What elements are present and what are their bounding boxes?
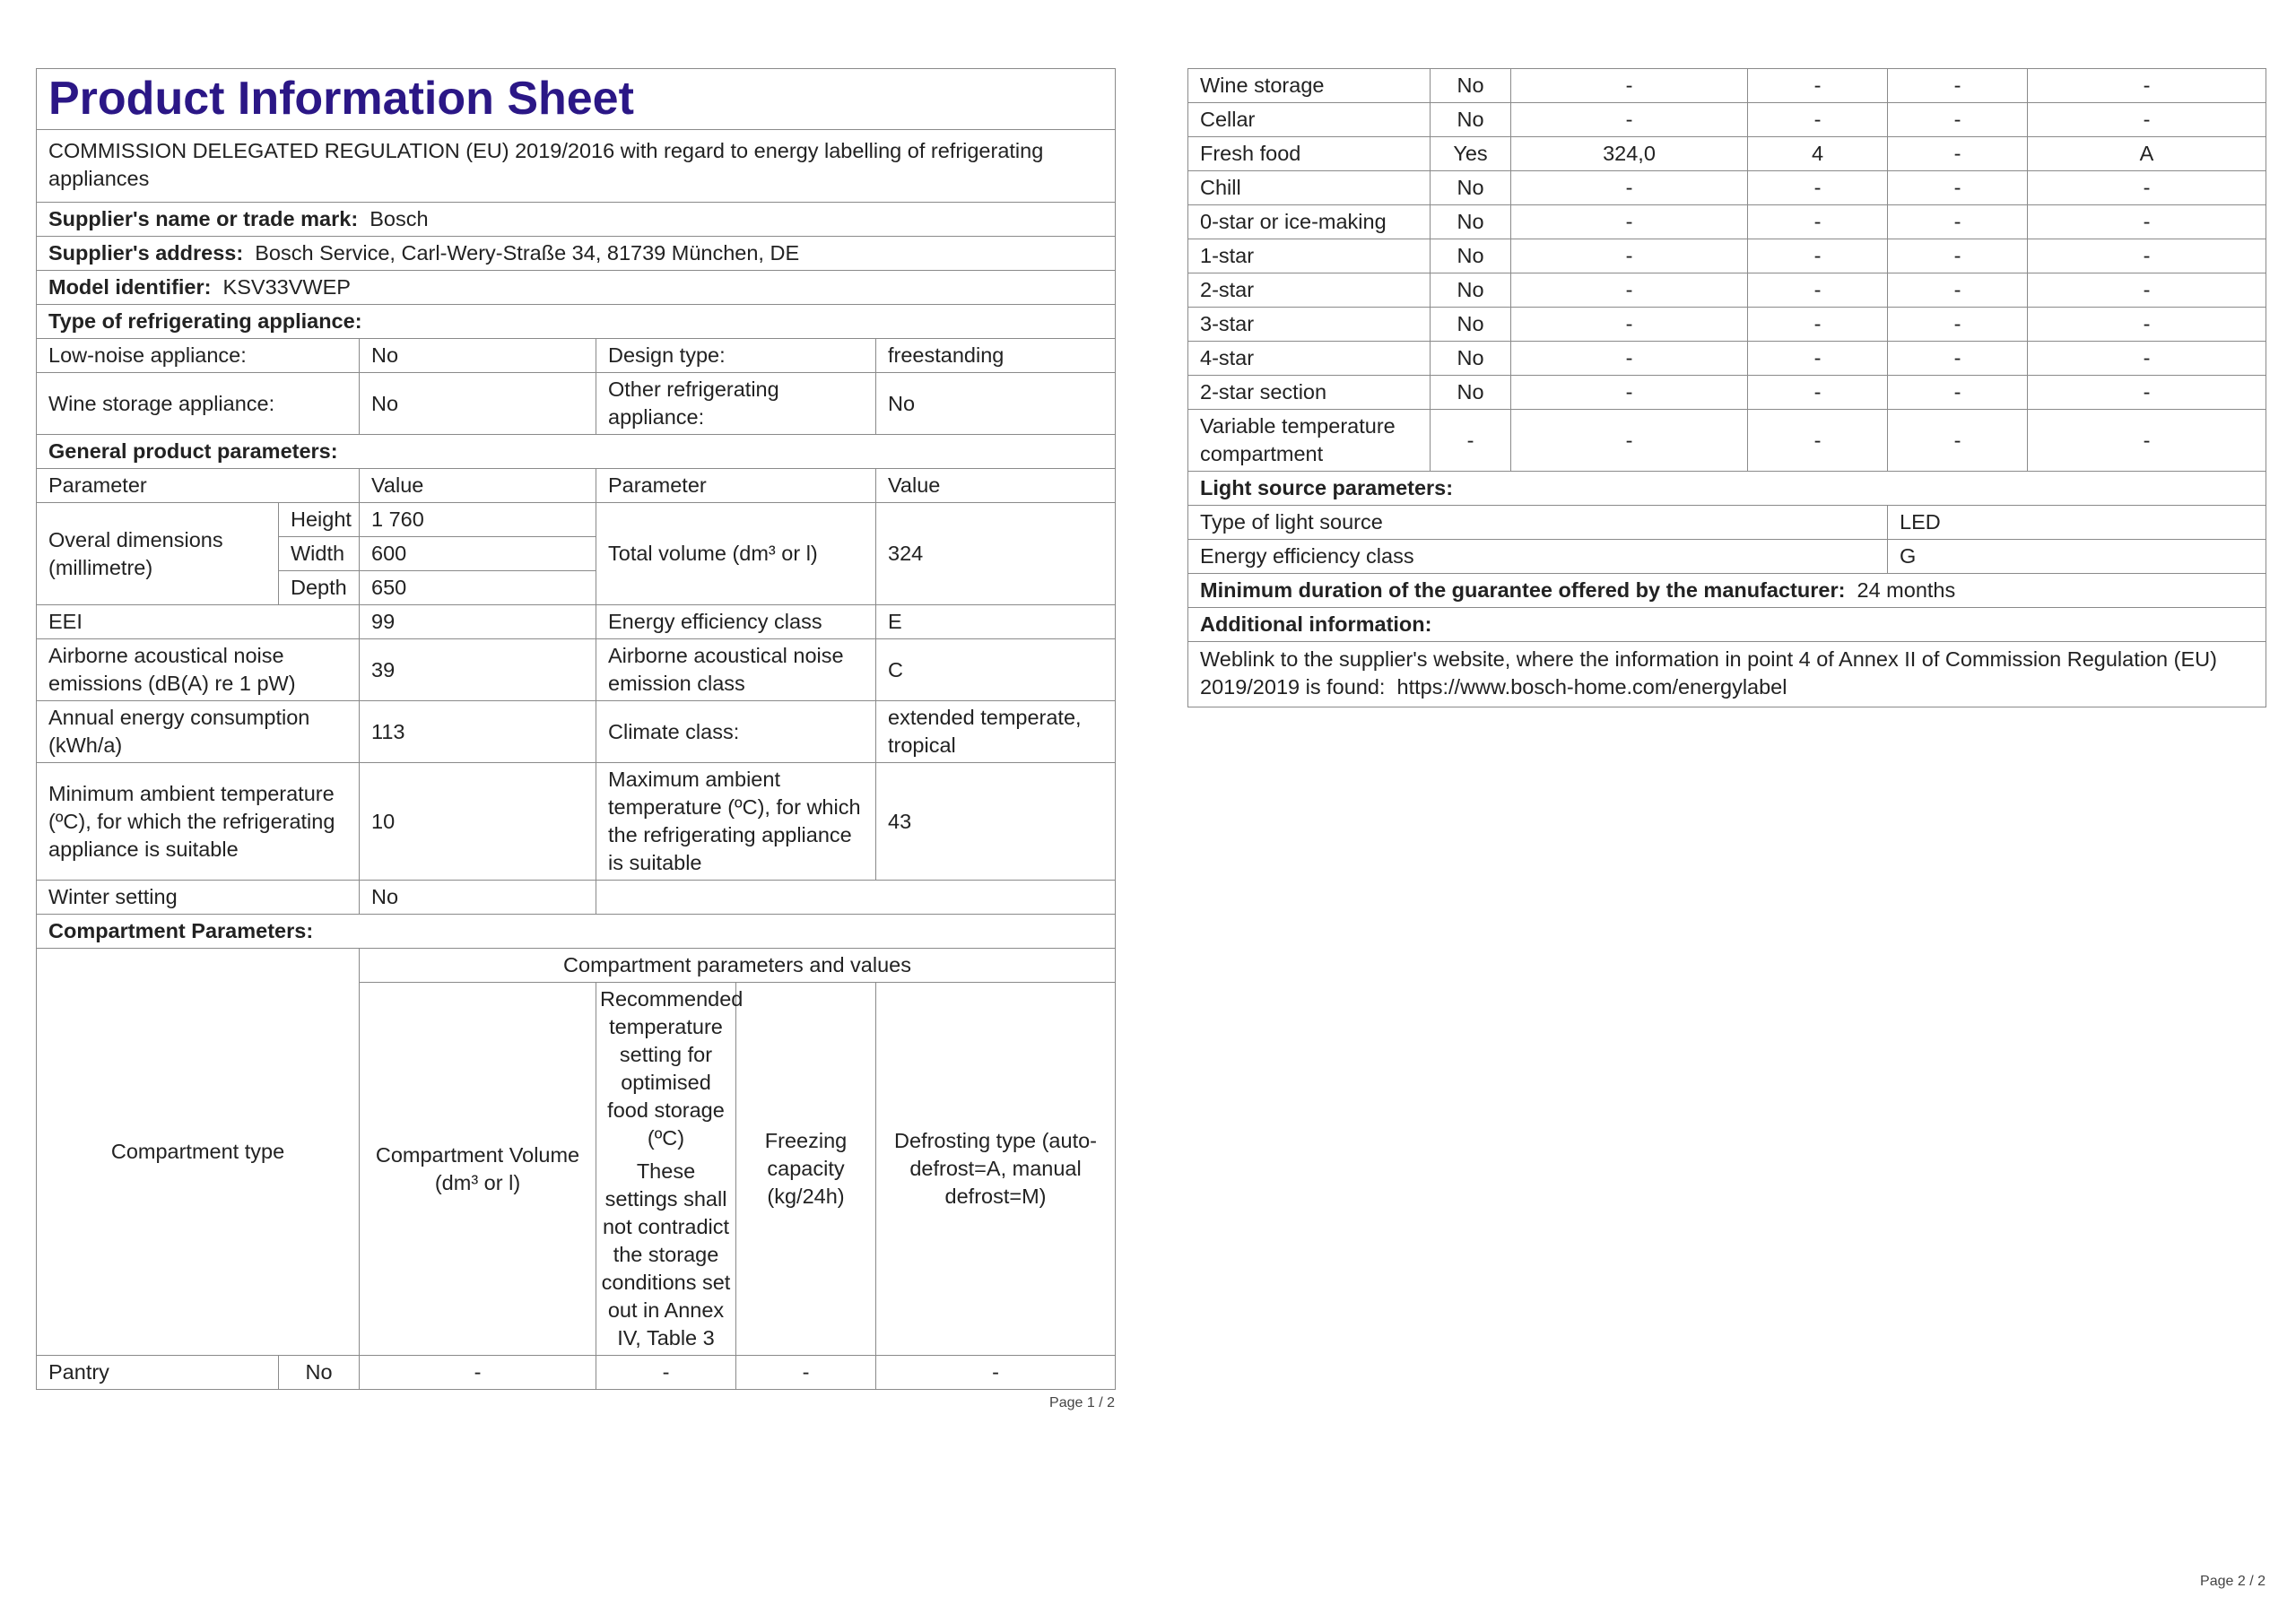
compartment-volume-cell: - — [1511, 103, 1748, 137]
compartment-name-cell: 3-star — [1188, 308, 1431, 342]
page-2 — [1187, 68, 2266, 1590]
product-info-table — [36, 68, 1116, 1390]
compartment-present-cell: No — [1431, 273, 1511, 308]
climate-class-label: Climate class: — [596, 701, 876, 763]
additional-info-heading: Additional information: — [1188, 608, 2266, 642]
compartment-defrost-cell: - — [2028, 342, 2266, 376]
noise-class-label: Airborne acoustical noise emission class — [596, 639, 876, 701]
depth-label: Depth — [279, 571, 360, 605]
compartment-freezing-cell: - — [1888, 239, 2028, 273]
table-row — [1188, 273, 2266, 308]
compartment-freezing-cell: - — [1888, 137, 2028, 171]
noise-emissions-label: Airborne acoustical noise emissions (dB(A) re 1 pW) — [37, 639, 360, 701]
guarantee-value: 24 months — [1857, 578, 1956, 602]
light-class-label: Energy efficiency class — [1188, 540, 1888, 574]
climate-class-value: extended temperate, tropical — [876, 701, 1116, 763]
compartment-freezing-cell: - — [1888, 171, 2028, 205]
compartment-volume-cell: 324,0 — [1511, 137, 1748, 171]
dimensions-label: Overal dimensions (millimetre) — [37, 503, 279, 605]
table-row — [1188, 239, 2266, 273]
noise-class-value: C — [876, 639, 1116, 701]
recommended-temp-note: These settings shall not contradict the storage conditions set out in Annex IV, Table 3 — [601, 1159, 731, 1350]
compartment-freezing-cell: - — [1888, 273, 2028, 308]
pantry-temp: - — [596, 1356, 736, 1390]
compartment-volume-cell: - — [1511, 376, 1748, 410]
recommended-temp-text: Recommended temperature setting for optimised food storage (ºC) — [600, 987, 744, 1150]
min-temp-label: Minimum ambient temperature (ºC), for which the refrigerating appliance is suitable — [37, 763, 360, 881]
appliance-type-heading: Type of refrigerating appliance: — [37, 305, 1116, 339]
energy-class-label: Energy efficiency class — [596, 605, 876, 639]
compartment-name-cell: 4-star — [1188, 342, 1431, 376]
compartment-name-cell: Fresh food — [1188, 137, 1431, 171]
compartment-name-cell: Wine storage — [1188, 69, 1431, 103]
compartment-volume-cell: - — [1511, 273, 1748, 308]
low-noise-label: Low-noise appliance: — [37, 339, 360, 373]
compartment-temp-cell: - — [1748, 376, 1888, 410]
compartment-volume-cell: - — [1511, 205, 1748, 239]
annual-energy-value: 113 — [360, 701, 596, 763]
compartment-present-cell: No — [1431, 376, 1511, 410]
page-title: Product Information Sheet — [37, 69, 1116, 130]
annual-energy-label: Annual energy consumption (kWh/a) — [37, 701, 360, 763]
energy-class-value: E — [876, 605, 1116, 639]
pantry-volume: - — [360, 1356, 596, 1390]
compartment-freezing-cell: - — [1888, 308, 2028, 342]
compartment-freezing-cell: - — [1888, 410, 2028, 472]
compartment-present-cell: No — [1431, 308, 1511, 342]
model-identifier-value: KSV33VWEP — [222, 275, 351, 299]
table-row — [1188, 171, 2266, 205]
compartment-temp-cell: - — [1748, 69, 1888, 103]
compartment-table — [1187, 68, 2266, 707]
col-header-value: Value — [360, 469, 596, 503]
compartment-volume-cell: - — [1511, 69, 1748, 103]
height-label: Height — [279, 503, 360, 537]
compartment-temp-cell: - — [1748, 103, 1888, 137]
eei-value: 99 — [360, 605, 596, 639]
light-type-label: Type of light source — [1188, 506, 1888, 540]
compartment-name-cell: Variable temperature compartment — [1188, 410, 1431, 472]
compartment-name-cell: 2-star — [1188, 273, 1431, 308]
compartment-name-cell: 0-star or ice-making — [1188, 205, 1431, 239]
col-compartment-volume: Compartment Volume (dm³ or l) — [360, 983, 596, 1356]
compartment-defrost-cell: - — [2028, 273, 2266, 308]
table-row — [37, 1356, 1116, 1390]
width-value: 600 — [360, 537, 596, 571]
model-identifier-label: Model identifier: — [48, 275, 212, 299]
col-freezing-capacity: Freezing capacity (kg/24h) — [736, 983, 876, 1356]
compartment-present-cell: No — [1431, 103, 1511, 137]
wine-storage-value: No — [360, 373, 596, 435]
compartment-freezing-cell: - — [1888, 69, 2028, 103]
compartment-present-cell: No — [1431, 205, 1511, 239]
compartment-temp-cell: - — [1748, 171, 1888, 205]
regulation-text: COMMISSION DELEGATED REGULATION (EU) 2019/2016 with regard to energy labelling of refrigerating appliances — [37, 130, 1116, 203]
col-header-value-2: Value — [876, 469, 1116, 503]
table-row — [1188, 137, 2266, 171]
table-row — [1188, 205, 2266, 239]
col-compartment-type: Compartment type — [37, 949, 360, 1356]
pantry-freezing: - — [736, 1356, 876, 1390]
height-value: 1 760 — [360, 503, 596, 537]
compartment-freezing-cell: - — [1888, 103, 2028, 137]
table-row — [1188, 342, 2266, 376]
compartment-volume-cell: - — [1511, 410, 1748, 472]
compartment-volume-cell: - — [1511, 342, 1748, 376]
compartment-defrost-cell: - — [2028, 171, 2266, 205]
col-header-parameter: Parameter — [37, 469, 360, 503]
col-header-parameter-2: Parameter — [596, 469, 876, 503]
compartment-defrost-cell: - — [2028, 410, 2266, 472]
pantry-present: No — [279, 1356, 360, 1390]
compartment-present-cell: No — [1431, 239, 1511, 273]
winter-setting-label: Winter setting — [37, 881, 360, 915]
table-row — [1188, 308, 2266, 342]
width-label: Width — [279, 537, 360, 571]
design-type-value: freestanding — [876, 339, 1116, 373]
compartment-defrost-cell: - — [2028, 308, 2266, 342]
pantry-name: Pantry — [37, 1356, 279, 1390]
compartment-present-cell: No — [1431, 171, 1511, 205]
compartment-temp-cell: - — [1748, 410, 1888, 472]
compartment-freezing-cell: - — [1888, 205, 2028, 239]
empty-cell — [596, 881, 1116, 915]
wine-storage-label: Wine storage appliance: — [37, 373, 360, 435]
compartment-defrost-cell: - — [2028, 239, 2266, 273]
compartment-group-header: Compartment parameters and values — [360, 949, 1116, 983]
min-temp-value: 10 — [360, 763, 596, 881]
supplier-name-label: Supplier's name or trade mark: — [48, 207, 359, 230]
noise-emissions-value: 39 — [360, 639, 596, 701]
compartment-name-cell: Chill — [1188, 171, 1431, 205]
page-number-1: Page 1 / 2 — [1049, 1395, 1115, 1410]
col-recommended-temp — [596, 983, 744, 1356]
compartment-name-cell: 1-star — [1188, 239, 1431, 273]
compartment-temp-cell: - — [1748, 342, 1888, 376]
compartment-volume-cell: - — [1511, 239, 1748, 273]
supplier-name-value: Bosch — [370, 207, 429, 230]
design-type-label: Design type: — [596, 339, 876, 373]
compartment-name-cell: 2-star section — [1188, 376, 1431, 410]
compartment-present-cell: No — [1431, 69, 1511, 103]
compartment-freezing-cell: - — [1888, 342, 2028, 376]
supplier-name-row — [37, 203, 1116, 237]
compartment-freezing-cell: - — [1888, 376, 2028, 410]
compartment-name-cell: Cellar — [1188, 103, 1431, 137]
compartment-temp-cell: - — [1748, 273, 1888, 308]
page-number-2: Page 2 / 2 — [2200, 1574, 2266, 1589]
compartment-defrost-cell: A — [2028, 137, 2266, 171]
col-defrosting-type: Defrosting type (auto-defrost=A, manual defrost=M) — [876, 983, 1116, 1356]
compartment-volume-cell: - — [1511, 308, 1748, 342]
general-params-heading: General product parameters: — [37, 435, 1116, 469]
other-appliance-label: Other refrigerating appliance: — [596, 373, 876, 435]
compartment-present-cell: - — [1431, 410, 1511, 472]
compartment-volume-cell: - — [1511, 171, 1748, 205]
supplier-address-value: Bosch Service, Carl-Wery-Straße 34, 81739 München, DE — [255, 241, 800, 265]
compartment-present-cell: Yes — [1431, 137, 1511, 171]
table-row — [1188, 69, 2266, 103]
depth-value: 650 — [360, 571, 596, 605]
energy-label-link[interactable]: https://www.bosch-home.com/energylabel — [1396, 675, 1787, 699]
guarantee-label: Minimum duration of the guarantee offered by the manufacturer: — [1200, 578, 1846, 602]
max-temp-value: 43 — [876, 763, 1116, 881]
light-class-value: G — [1888, 540, 2266, 574]
table-row — [1188, 410, 2266, 472]
compartment-defrost-cell: - — [2028, 376, 2266, 410]
compartment-defrost-cell: - — [2028, 103, 2266, 137]
weblink-text: Weblink to the supplier's website, where the information in point 4 of Annex II of Commission Regulation (EU) 2019/2019 is found: — [1200, 647, 2217, 699]
total-volume-value: 324 — [876, 503, 1116, 605]
table-row — [1188, 103, 2266, 137]
total-volume-label: Total volume (dm³ or l) — [596, 503, 876, 605]
other-appliance-value: No — [876, 373, 1116, 435]
guarantee-row — [1188, 574, 2266, 608]
compartment-temp-cell: 4 — [1748, 137, 1888, 171]
table-row — [1188, 376, 2266, 410]
compartment-defrost-cell: - — [2028, 69, 2266, 103]
compartment-defrost-cell: - — [2028, 205, 2266, 239]
light-source-heading: Light source parameters: — [1188, 472, 2266, 506]
eei-label: EEI — [37, 605, 360, 639]
additional-info-row — [1188, 642, 2266, 707]
max-temp-label: Maximum ambient temperature (ºC), for which the refrigerating appliance is suitable — [596, 763, 876, 881]
supplier-address-label: Supplier's address: — [48, 241, 244, 265]
low-noise-value: No — [360, 339, 596, 373]
supplier-address-row — [37, 237, 1116, 271]
model-identifier-row — [37, 271, 1116, 305]
compartment-temp-cell: - — [1748, 308, 1888, 342]
pantry-defrost: - — [876, 1356, 1116, 1390]
light-type-value: LED — [1888, 506, 2266, 540]
compartment-temp-cell: - — [1748, 205, 1888, 239]
compartment-params-heading: Compartment Parameters: — [37, 915, 1116, 949]
compartment-present-cell: No — [1431, 342, 1511, 376]
page-1 — [36, 68, 1115, 1411]
compartment-temp-cell: - — [1748, 239, 1888, 273]
winter-setting-value: No — [360, 881, 596, 915]
